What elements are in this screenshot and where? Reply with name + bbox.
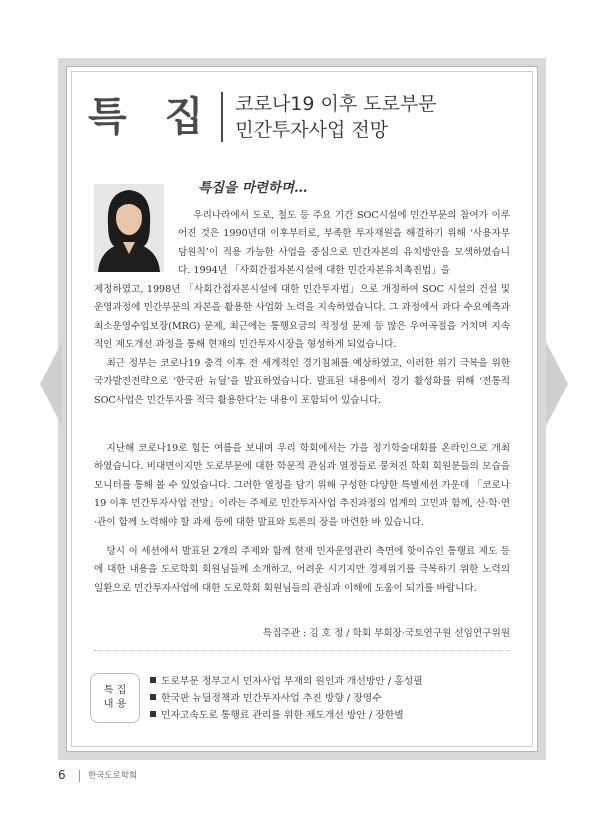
toc-item[interactable] — [150, 707, 423, 724]
feature-header — [88, 88, 437, 146]
toc-item-label: 도로부문 정부고시 민자사업 부재의 원인과 개선방안 / 홍성필 — [161, 676, 423, 687]
article-signature: 특집주관 : 김 호 정 / 학회 부회장·국토연구원 선임연구위원 — [262, 628, 510, 639]
toc-label-line2: 내 용 — [103, 699, 127, 710]
page-number: 6 — [58, 768, 66, 782]
feature-label: 특 집 — [88, 94, 216, 140]
paragraph-2: 최근 정부는 코로나19 충격 이후 전 세계적인 경기침체를 예상하였고, 이러한 위기 극복을 위한 국가발전전략으로 ‘한국판 뉴딜’을 발표하였습니다. 발표된 내용에서 경기 활성화를 위해 ‘전통적 SOC사업은 민간투자를 적극 활용한다’는 내용이 포함되어 있습니다. — [94, 358, 510, 406]
square-bullet-icon — [150, 677, 156, 683]
section-divider — [94, 650, 510, 651]
right-side-marker — [546, 342, 568, 426]
paragraph-4: 당시 이 세션에서 발표된 2개의 주제와 함께 현재 민자운영관리 측면에 핫이슈인 통행료 제도 등에 대한 내용을 도로학회 회원님들께 소개하고, 어려운 시기지만 경제위기를 극복하기 위한 노력의 일환으로 민간투자사업에 대한 도로학회 회원님들의 관심과 이해에 도움이 되기를 바랍니다. — [94, 546, 510, 594]
toc-item[interactable] — [150, 690, 423, 707]
title-divider — [221, 92, 223, 142]
paragraph-1-top: 우리나라에서 도로, 철도 등 주요 기간 SOC시설에 민간부문의 참여가 이루어진 것은 1990년대 이후부터로, 부족한 투자재원을 해결하기 위해 ‘사용자부담원칙’이 적용 가능한 사업을 중심으로 민간자본의 유치방안을 모색하였습니다. 1994년 「사회간접자본시설에 대한 민간자본유치촉진법」을 — [178, 210, 510, 277]
left-side-marker — [40, 342, 62, 426]
toc-list — [150, 673, 423, 724]
feature-title — [235, 91, 436, 143]
author-portrait — [94, 184, 164, 272]
square-bullet-icon — [150, 711, 156, 717]
toc-label-line1: 특 집 — [103, 685, 127, 696]
feature-title-line2: 민간투자사업 전망 — [235, 119, 389, 141]
paragraph-3: 지난해 코로나19로 힘든 여름을 보내며 우리 학회에서는 가을 정기학술대회를 온라인으로 개최하였습니다. 비대면이지만 도로부문에 대한 학문적 관심과 열정들로 뭉쳐진 학회 회원분들의 모습을 모니터를 통해 볼 수 있었습니다. 그러한 열정을 담기 위해 구성한 다양한 특별세션 가운데 「코로나19 이후 민간투자사업 전망」이라는 주제로 민간투자사업 추진과정의 업계의 고민과 함께, 산·학·연·관이 함께 노력해야 할 과제 등에 대한 발표와 토론의 장을 마련한 바 있습니다. — [94, 443, 510, 528]
toc-label-box — [90, 673, 140, 723]
square-bullet-icon — [150, 694, 156, 700]
article-subheading: 특집을 마련하며… — [198, 180, 308, 196]
toc-item-label: 민자고속도로 통행료 관리를 위한 제도개선 방안 / 장한별 — [161, 710, 404, 721]
toc-item[interactable] — [150, 673, 423, 690]
journal-name: 한국도로학회 — [88, 771, 138, 781]
toc-item-label: 한국판 뉴딜정책과 민간투자사업 추진 방향 / 장영수 — [161, 693, 382, 704]
footer-divider — [79, 770, 80, 782]
feature-title-line1: 코로나19 이후 도로부문 — [235, 93, 437, 115]
paragraph-1-bottom: 제정하였고, 1998년 「사회간접자본시설에 대한 민간투자법」으로 개정하여 SOC 시설의 건설 및 운영과정에 민간부문의 자본을 활용한 사업화 노력을 지속하였습니다. 그 과정에서 과다 수요예측과 최소운영수입보장(MRG) 문제, 최근에는 통행요금의 적정성 문제 등 많은 우여곡절을 거치며 지속적인 제도개선 과정을 통해 현재의 민간투자시장을 형성하게 되었습니다. — [94, 284, 510, 351]
